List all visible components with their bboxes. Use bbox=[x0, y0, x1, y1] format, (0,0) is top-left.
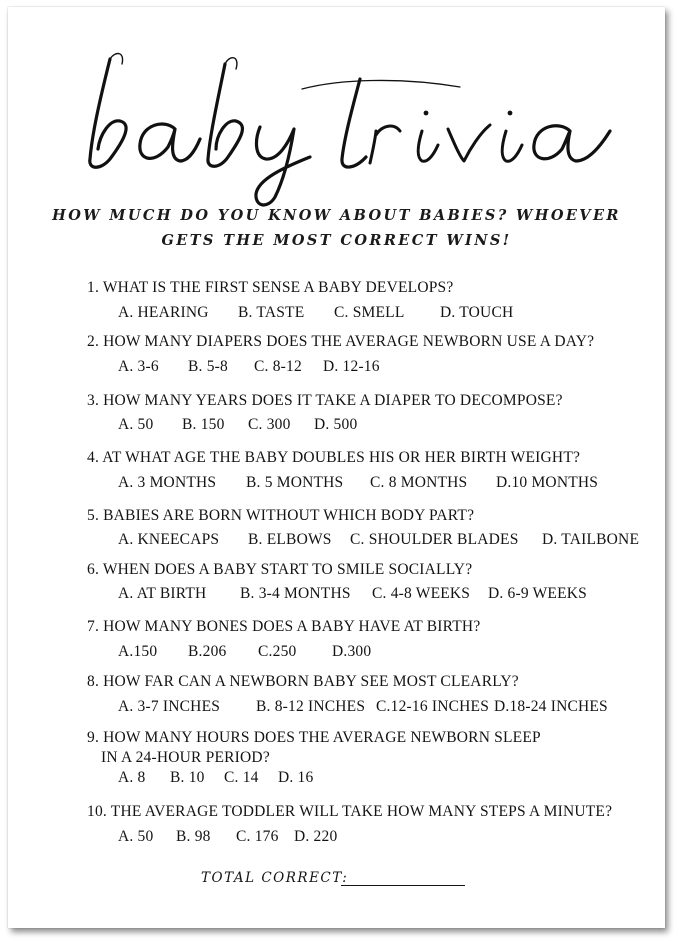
q2-option-c: C. 8-12 bbox=[254, 358, 302, 375]
q3-option-c: C. 300 bbox=[248, 416, 291, 433]
q8-option-a: A. 3-7 INCHES bbox=[118, 698, 221, 715]
question-4: 4. AT WHAT AGE THE BABY DOUBLES HIS OR HER BIRTH WEIGHT? bbox=[87, 449, 581, 466]
q5-option-b: B. ELBOWS bbox=[248, 531, 332, 548]
q10-option-a: A. 50 bbox=[118, 828, 154, 845]
q4-option-c: C. 8 MONTHS bbox=[370, 474, 468, 491]
q10-option-d: D. 220 bbox=[294, 828, 338, 845]
subtitle-line-1: HOW MUCH DO YOU KNOW ABOUT BABIES? WHOEVER bbox=[52, 207, 621, 224]
baby-trivia-script-title bbox=[70, 39, 630, 209]
trivia-card bbox=[8, 7, 665, 928]
q4-option-b: B. 5 MONTHS bbox=[246, 474, 344, 491]
q6-option-a: A. AT BIRTH bbox=[118, 585, 207, 602]
question-8: 8. HOW FAR CAN A NEWBORN BABY SEE MOST CLEARLY? bbox=[87, 673, 519, 690]
question-10: 10. THE AVERAGE TODDLER WILL TAKE HOW MANY STEPS A MINUTE? bbox=[87, 803, 613, 820]
q9-option-c: C. 14 bbox=[224, 769, 259, 786]
q3-option-b: B. 150 bbox=[182, 416, 225, 433]
q2-option-a: A. 3-6 bbox=[118, 358, 159, 375]
question-9-line-2: IN A 24-HOUR PERIOD? bbox=[101, 749, 270, 766]
q1-option-c: C. SMELL bbox=[334, 304, 405, 321]
q3-option-a: A. 50 bbox=[118, 416, 154, 433]
question-2: 2. HOW MANY DIAPERS DOES THE AVERAGE NEWBORN USE A DAY? bbox=[87, 333, 595, 350]
q4-option-a: A. 3 MONTHS bbox=[118, 474, 217, 491]
q1-option-a: A. HEARING bbox=[118, 304, 209, 321]
q8-option-b: B. 8-12 INCHES bbox=[256, 698, 366, 715]
q7-option-d: D.300 bbox=[332, 643, 372, 660]
q2-option-b: B. 5-8 bbox=[188, 358, 228, 375]
question-5: 5. BABIES ARE BORN WITHOUT WHICH BODY PART? bbox=[87, 507, 475, 524]
total-correct-label: TOTAL CORRECT: bbox=[201, 870, 349, 886]
q5-option-a: A. KNEECAPS bbox=[118, 531, 220, 548]
question-6: 6. WHEN DOES A BABY START TO SMILE SOCIALLY? bbox=[87, 561, 473, 578]
q4-option-d: D.10 MONTHS bbox=[496, 474, 599, 491]
q2-option-d: D. 12-16 bbox=[323, 358, 380, 375]
subtitle-line-2: GETS THE MOST CORRECT WINS! bbox=[161, 232, 512, 249]
q9-option-d: D. 16 bbox=[278, 769, 314, 786]
question-1: 1. WHAT IS THE FIRST SENSE A BABY DEVELOPS? bbox=[87, 279, 454, 296]
q6-option-d: D. 6-9 WEEKS bbox=[488, 585, 587, 602]
q6-option-b: B. 3-4 MONTHS bbox=[240, 585, 351, 602]
q7-option-a: A.150 bbox=[118, 643, 158, 660]
q3-option-d: D. 500 bbox=[314, 416, 358, 433]
question-9: 9. HOW MANY HOURS DOES THE AVERAGE NEWBORN SLEEP bbox=[87, 729, 541, 746]
total-correct-blank[interactable] bbox=[341, 885, 465, 886]
question-7: 7. HOW MANY BONES DOES A BABY HAVE AT BIRTH? bbox=[87, 618, 481, 635]
q5-option-c: C. SHOULDER BLADES bbox=[350, 531, 519, 548]
q8-option-c: C.12-16 INCHES bbox=[376, 698, 490, 715]
q9-option-b: B. 10 bbox=[170, 769, 205, 786]
question-3: 3. HOW MANY YEARS DOES IT TAKE A DIAPER TO DECOMPOSE? bbox=[87, 392, 563, 409]
q7-option-c: C.250 bbox=[258, 643, 297, 660]
q10-option-b: B. 98 bbox=[176, 828, 211, 845]
q8-option-d: D.18-24 INCHES bbox=[494, 698, 608, 715]
q5-option-d: D. TAILBONE bbox=[542, 531, 640, 548]
q1-option-d: D. TOUCH bbox=[440, 304, 514, 321]
q6-option-c: C. 4-8 WEEKS bbox=[372, 585, 471, 602]
q9-option-a: A. 8 bbox=[118, 769, 146, 786]
q1-option-b: B. TASTE bbox=[238, 304, 305, 321]
q7-option-b: B.206 bbox=[188, 643, 227, 660]
q10-option-c: C. 176 bbox=[236, 828, 279, 845]
